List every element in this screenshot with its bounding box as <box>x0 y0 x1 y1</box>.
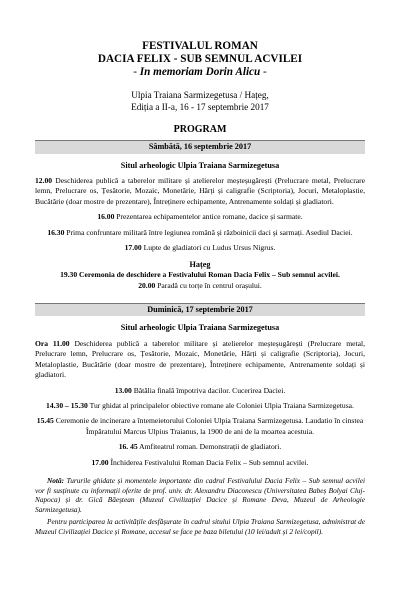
day1-band: Sâmbătă, 16 septembrie 2017 <box>35 140 365 153</box>
day2-site-heading: Situl arheologic Ulpia Traiana Sarmizegetusa <box>120 323 280 333</box>
spacer <box>35 296 365 300</box>
schedule-entry <box>35 281 365 291</box>
entry-text: Deschiderea publică a taberelor militare și atelierelor meșteșugărești (Prelucrare metal, Prelucrare lemn, Prelucrare os, Țesătorie, Mozaic, Monetărie, Hărți și caligrafie (Scriptoria), Jocuri, Metaloplastie, Bucătărie (doar mostre de prezentare), Întreținere echipamente, Antrenamente soldați și gladiatori. <box>35 338 365 380</box>
memoriam-line <box>35 66 365 79</box>
schedule-entry <box>35 176 365 207</box>
entry-text: Bătălia finală împotriva dacilor. Cucerirea Daciei. <box>131 385 286 395</box>
schedule-entry <box>35 243 365 253</box>
entry-time: 14.30 – 15.30 <box>46 400 88 410</box>
entry-text: Închiderea Festivalului Roman Dacia Felix – Sub semnul acvilei. <box>108 457 309 467</box>
entry-text: Lupte de gladiatori cu Ludus Ursus Nigrus. <box>141 243 276 253</box>
entry-time: 15.45 <box>36 416 54 426</box>
memoriam-text: In memoriam Dorin Alicu <box>139 65 261 78</box>
entry-text: Prima confruntare militară între legiunea română și războinicii daci și sarmați. Asediul Daciei. <box>64 227 353 237</box>
note-text: Tururile ghidate și momentele importante din cadrul Festivalului Dacia Felix – Sub semnul acvilei vor fi susținute cu informații oferite de prof. univ. dr. Alexandru Diaconescu (Universitatea Babeș Bolyai Cluj-Napoca) și dr. Gică Băeștean (Muzeul Civilizației Dacice și Romane Deva, Muzeul de Arheologie Sarmizegetusa). <box>35 476 365 514</box>
schedule-entry <box>35 270 365 280</box>
day1-site-heading: Situl arheologic Ulpia Traiana Sarmizegetusa <box>120 160 280 170</box>
schedule-entry <box>35 339 365 381</box>
day2-band: Duminică, 17 septembrie 2017 <box>35 303 365 316</box>
day1-hateg-heading: Hațeg <box>189 259 211 269</box>
schedule-entry <box>35 458 365 468</box>
entry-text: Deschiderea publică a taberelor militare și atelierelor meșteșugărești (Prelucrare metal, Prelucrare lemn, Prelucrare os, Țesătorie, Mozaic, Monetărie, Hărți și caligrafie (Scriptoria), Jocuri, Metaloplastie, Bucătărie (doar mostre de prezentare), Întreținere echipamente, Antrenamente soldați și gladiatori. <box>35 175 365 206</box>
festival-title-line1: FESTIVALUL ROMAN <box>142 40 258 52</box>
entry-time: 12.00 <box>35 175 53 185</box>
entry-time: 16. 45 <box>118 442 138 452</box>
schedule-entry <box>35 228 365 238</box>
entry-text: Amfiteatrul roman. Demonstrații de gladiatori. <box>137 442 282 452</box>
entry-time: 16.30 <box>47 227 65 237</box>
memo-dash-right: - <box>260 65 267 78</box>
schedule-entry <box>35 401 365 411</box>
entry-time: 17.00 <box>91 457 109 467</box>
program-heading: PROGRAM <box>173 123 227 135</box>
entry-text: Ceremonia de deschidere a Festivalului Roman Dacia Felix – Sub semnul acvilei. <box>77 270 340 280</box>
entry-text: Tur ghidat al principalelor obiective romane ale Coloniei Ulpia Traiana Sarmizegetusa. <box>87 400 354 410</box>
schedule-entry <box>35 442 365 452</box>
festival-title-line2: DACIA FELIX - SUB SEMNUL ACVILEI <box>97 52 303 65</box>
entry-text: Ceremonie de incinerare a întemeietorului Coloniei Ulpia Traiana Sarmizegetusa. Laudatio în cinstea Împăratului Marcus Ulpius Traianus, la 1900 de ani de la moartea acestuia. <box>53 416 364 436</box>
entry-time: 16.00 <box>97 212 115 222</box>
note-tickets: Pentru participarea la activitățile desfășurate în cadrul sitului Ulpia Traiana Sarmizegetusa, administrat de Muzeul Civilizației Dacice și Romane, accesul se face pe baza biletului (10 lei/adult și 2 lei/copil). <box>35 517 365 536</box>
entry-time: 17.00 <box>124 243 142 253</box>
entry-text: Paradă cu torțe în centrul orașului. <box>155 280 262 290</box>
schedule-entry <box>35 212 365 222</box>
memo-dash-left: - <box>133 65 140 78</box>
entry-time: 20.00 <box>138 280 156 290</box>
entry-time: 19.30 <box>60 270 78 280</box>
location-text: Ulpia Traiana Sarmizegetusa / Hațeg, <box>131 89 269 100</box>
entry-text: Prezentarea echipamentelor antice romane, dacice și sarmate. <box>114 212 303 222</box>
schedule-entry <box>35 386 365 396</box>
edition-text: Ediția a II-a, 16 - 17 septembrie 2017 <box>131 101 269 112</box>
schedule-entry <box>35 416 365 437</box>
entry-time: Ora 11.00 <box>35 338 70 348</box>
entry-time: 13.00 <box>114 385 132 395</box>
location-block <box>35 90 365 114</box>
note-label: Notă: <box>47 476 65 486</box>
note-guided-tours <box>35 476 365 514</box>
